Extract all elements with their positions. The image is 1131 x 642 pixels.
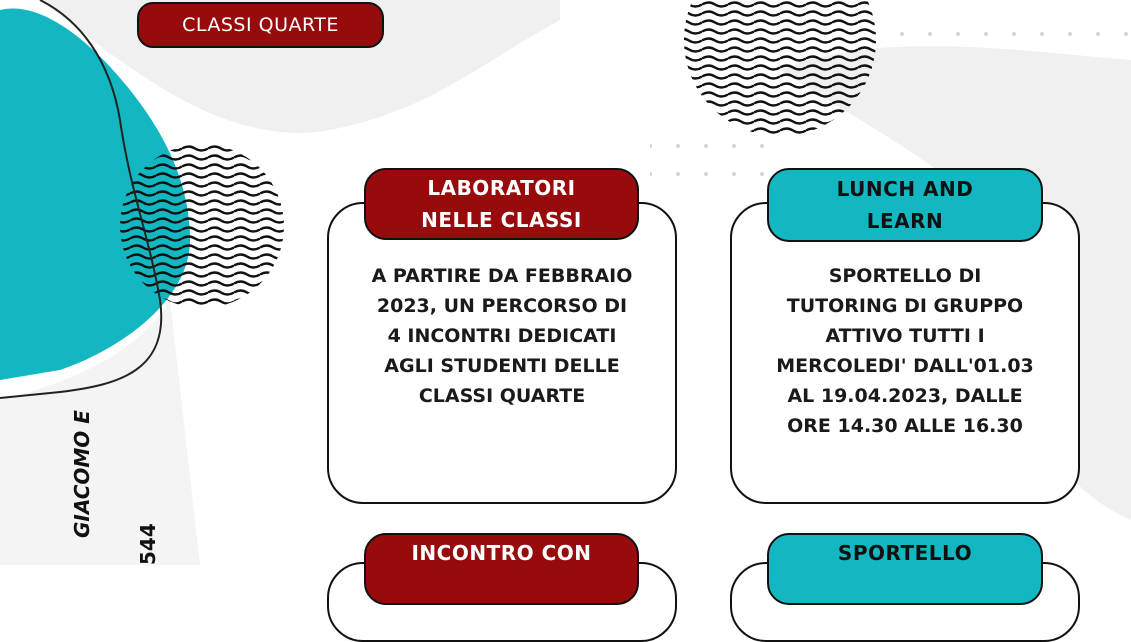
card-incontro-title-pill [364,533,639,605]
classi-quarte-label: CLASSI QUARTE [182,14,339,36]
classi-quarte-tag [137,2,384,48]
dot-grid-top-right [895,10,1131,46]
card-sportello-title: SPORTELLO [837,541,973,565]
side-text-line2: 544 [136,523,160,565]
side-text-line1: GIACOMO E [70,410,94,538]
card-sportello-title-pill [767,533,1043,605]
card-lunch-title-pill [767,168,1043,242]
card-lunch-body: SPORTELLO DI TUTORING DI GRUPPO ATTIVO TUTTI I MERCOLEDI' DALL'01.03 AL 19.04.2023, DALLE ORE 14.30 ALLE 16.30 [776,265,1034,437]
card-lunch-title: LUNCH AND LEARN [836,177,974,233]
card-laboratori-body: A PARTIRE DA FEBBRAIO 2023, UN PERCORSO DI 4 INCONTRI DEDICATI AGLI STUDENTI DELLE CLASSI QUARTE [371,265,633,407]
card-incontro-title: INCONTRO CON [411,541,592,565]
wavy-circle-top [680,0,880,140]
card-laboratori-title: LABORATORI NELLE CLASSI [421,176,582,232]
card-laboratori-title-pill [364,168,639,240]
